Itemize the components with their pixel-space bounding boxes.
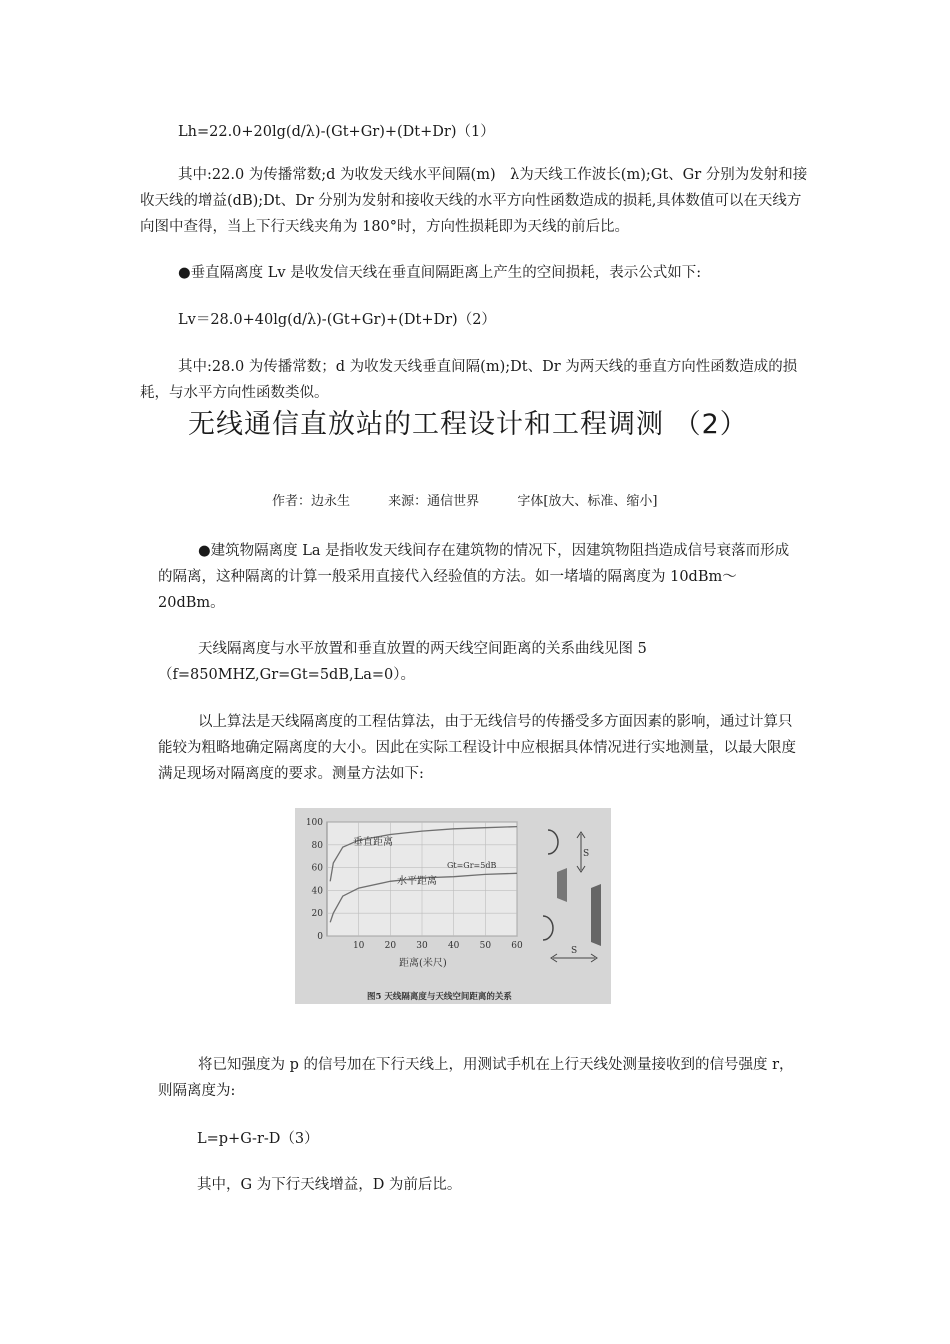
font-size-links[interactable]: 字体[放大、标准、缩小] (517, 494, 658, 509)
formula-lv: Lv＝28.0+40lg(d/λ)-(Gt+Gr)+(Dt+Dr)（2） (178, 312, 496, 328)
y-tick-label: 0 (317, 932, 323, 942)
gain-annotation: Gt=Gr=5dB (447, 861, 497, 870)
x-tick-label: 50 (479, 941, 492, 951)
paragraph-last: 其中，G 为下行天线增益，D 为前后比。 (197, 1177, 462, 1193)
article-title: 无线通信直放站的工程设计和工程调测 （2） (188, 409, 748, 440)
series-label-horizontal: 水平距离 (397, 876, 437, 887)
paragraph-relation: 天线隔离度与水平放置和垂直放置的两天线空间距离的关系曲线见图 5（f=850MHZ,Gr=Gt=5dB,La=0）。 (158, 641, 647, 683)
y-tick-label: 80 (311, 840, 323, 851)
y-tick-label: 100 (305, 818, 323, 828)
y-tick-label: 20 (311, 909, 323, 920)
paragraph-estimate: 以上算法是天线隔离度的工程估算法，由于无线信号的传播受多方面因素的影响，通过计算只能较为粗略地确定隔离度的大小。因此在实际工程设计中应根据具体情况进行实地测量，以最大限度满足现场对隔离度的要求。测量方法如下: (158, 714, 796, 782)
y-tick-label: 40 (311, 886, 323, 897)
y-tick-label: 60 (311, 863, 323, 874)
paragraph-horizontal-isolation: 其中:22.0 为传播常数;d 为收发天线水平间隔(m) λ为天线工作波长(m);Gt、Gr 分别为发射和接收天线的增益(dB);Dt、Dr 分别为发射和接收天线的水平方向性函数造成的损耗,具体数值可以在天线方向图中查得，当上下行天线夹角为 180°时，方向性损耗即为天线的前后比。 (140, 167, 808, 235)
paragraph-measure: 将已知强度为 p 的信号加在下行天线上，用测试手机在上行天线处测量接收到的信号强度 r，则隔离度为: (158, 1057, 794, 1099)
x-tick-label: 40 (447, 941, 460, 951)
source: 来源：通信世界 (388, 494, 480, 509)
x-tick-label: 20 (384, 941, 397, 951)
antenna-panel-icon (557, 868, 567, 902)
article-meta (272, 490, 691, 509)
x-axis-label: 距离(米尺) (399, 958, 447, 969)
series-label-vertical: 垂直距离 (353, 837, 393, 848)
figure-5 (295, 808, 611, 1004)
figure-caption: 图5 天线隔离度与天线空间距离的关系 (367, 992, 512, 1002)
x-tick-label: 10 (352, 941, 365, 951)
formula-lh: Lh=22.0+20lg(d/λ)-(Gt+Gr)+(Dt+Dr)（1） (178, 124, 495, 140)
x-tick-label: 60 (511, 941, 523, 951)
author: 作者：边永生 (272, 494, 351, 509)
s-label-vertical: S (583, 849, 590, 859)
bullet-building-isolation: ●建筑物隔离度 La 是指收发天线间存在建筑物的情况下，因建筑物阻挡造成信号衰落而形成的隔离，这种隔离的计算一般采用直接代入经验值的方法。如一堵墙的隔离度为 10dBm～20dBm。 (158, 543, 790, 611)
formula-l: L=p+G-r-D（3） (197, 1131, 319, 1147)
paragraph-vertical-isolation: 其中:28.0 为传播常数；d 为收发天线垂直间隔(m);Dt、Dr 为两天线的垂直方向性函数造成的损耗，与水平方向性函数类似。 (140, 359, 798, 401)
bullet-vertical-isolation: ●垂直隔离度 Lv 是收发信天线在垂直间隔距离上产生的空间损耗，表示公式如下: (178, 265, 702, 281)
x-tick-label: 30 (416, 941, 428, 951)
antenna-panel-right-icon (591, 884, 601, 946)
s-label-horizontal: S (571, 946, 578, 956)
isolation-distance-chart (295, 808, 611, 1004)
